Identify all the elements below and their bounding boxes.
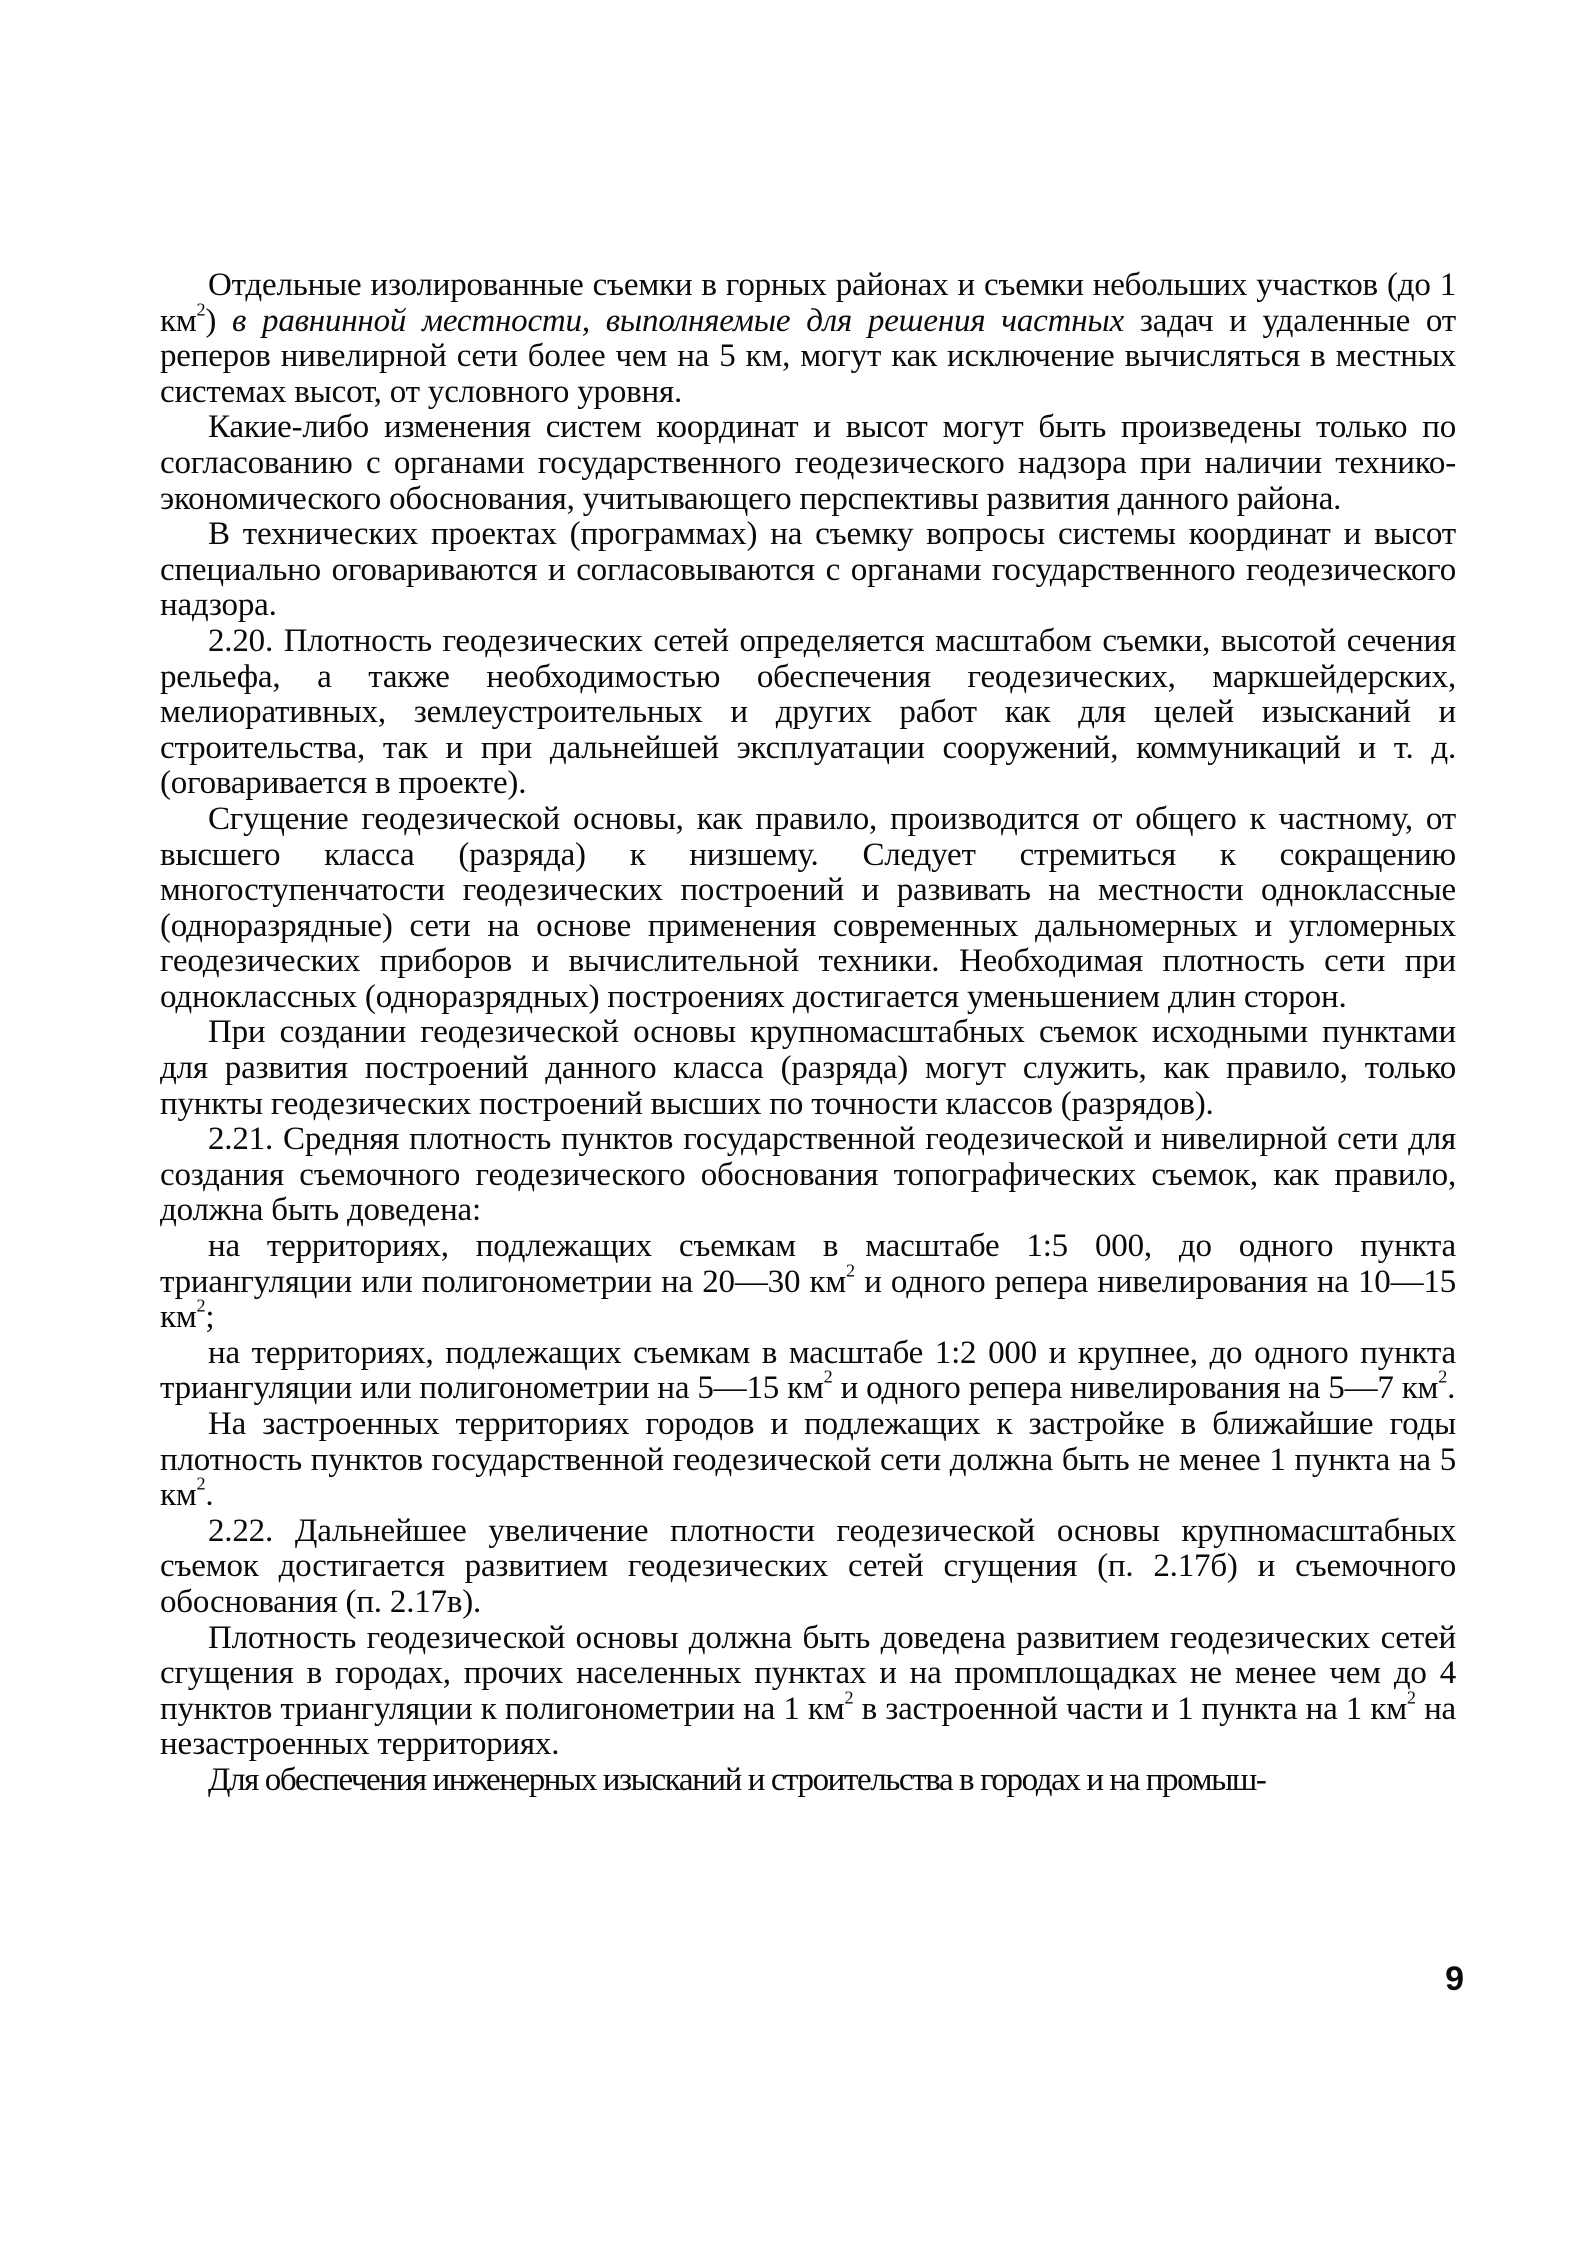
paragraph-built-up-territories: На застроенных территориях городов и подлежащих к застройке в ближайшие годы плотность пунктов государственной геодезической сети должна быть не менее 1 пункта на 5 $км^2$. [160,1406,1456,1514]
paragraph-section-2-22: 2.22. Дальнейшее увеличение плотности геодезической основы крупномасштабных съемок достигается развитием геодезических сетей сгущения (п. 2.17б) и съемочного обоснования (п. 2.17в). [160,1512,1456,1620]
paragraph-isolated-surveys: Отдельные изолированные съемки в горных районах и съемки небольших участков (до 1 $км^2$) в равнинной местности, выполняемые для решения частных задач и удаленные от реперов нивелирной сети более чем на 5 км, могут как исключение вычисляться в местных системах высот, от условного уровня. [160,267,1456,410]
paragraph-section-2-20: 2.20. Плотность геодезических сетей определяется масштабом съемки, высотой сечения рельефа, а также необходимостью обеспечения геодезических, маркшейдерских, мелиоративных, землеустроительных и других работ как для целей изысканий и строительства, так и при дальнейшей эксплуатации сооружений, коммуникаций и т. д. (оговаривается в проекте). [160,622,1456,802]
paragraph-section-2-21: 2.21. Средняя плотность пунктов государственной геодезической и нивелирной сети для создания съемочного геодезического обоснования топографических съемок, как правило, должна быть доведена: [160,1121,1456,1229]
paragraph-coordinate-changes: Какие-либо изменения систем координат и высот могут быть произведены только по согласованию с органами государственного геодезического надзора при наличии технико-экономического обоснования, учитывающего перспективы развития данного района. [160,409,1456,517]
paragraph-technical-projects: В технических проектах (программах) на съемку вопросы системы координат и высот специально оговариваются и согласовываются с органами государственного геодезического надзора. [160,516,1456,624]
paragraph-scale-5000: на территориях, подлежащих съемкам в масштабе 1:5 000, до одного пункта триангуляции или полигонометрии на 20—30 $км^2$ и одного репера нивелирования на 10—15 $км^2$; [160,1228,1457,1336]
page-number: 9 [1445,1960,1464,1998]
paragraph-continued: Для обеспечения инженерных изысканий и строительства в городах и на промыш- [208,1761,1266,1798]
paragraph-densification: Сгущение геодезической основы, как правило, производится от общего к частному, от высшего класса (разряда) к низшему. Следует стремиться к сокращению многоступенчатости геодезических построений и развивать на местности одноклассные (одноразрядные) сети на основе применения современных дальномерных и угломерных геодезических приборов и вычислительной техники. Необходимая плотность сети при одноклассных (одноразрядных) построениях достигается уменьшением длин сторон. [160,800,1456,1015]
paragraph-scale-2000: на территориях, подлежащих съемкам в масштабе 1:2 000 и крупнее, до одного пункта триангуляции или полигонометрии на 5—15 $км^2$ и одного репера нивелирования на 5—7 $км^2$. [160,1334,1456,1407]
paragraph-density-requirements: Плотность геодезической основы должна быть доведена развитием геодезических сетей сгущения в городах, прочих населенных пунктах и на промплощадках не менее чем до 4 пунктов триангуляции к полигонометрии на 1 $км^2$ в застроенной части и 1 пункта на 1 $км^2$ на незастроенных территориях. [160,1619,1456,1763]
paragraph-initial-points: При создании геодезической основы крупномасштабных съемок исходными пунктами для развития построений данного класса (разряда) могут служить, как правило, только пункты геодезических построений высших по точности классов (разрядов). [160,1014,1456,1122]
body-text [160,268,1456,1799]
